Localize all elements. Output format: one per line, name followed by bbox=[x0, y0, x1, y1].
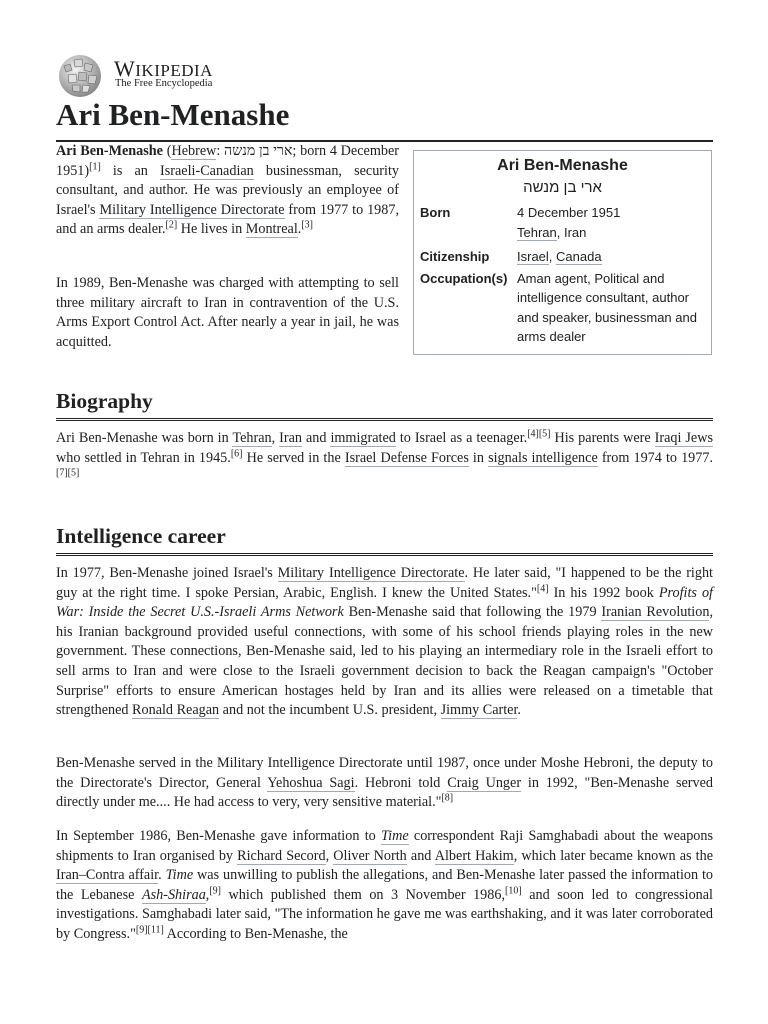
career-paragraph-3: In September 1986, Ben-Menashe gave information to Time correspondent Raji Samghabadi about the weapons shipments to Iran organised by Richard Secord, Oliver North and Albert Hakim, which later became known as the Iran–Contra affair. Time was unwilling to publish the allegations, and Ben-Menashe later passed the information to the Lebanese Ash-Shiraa,[9] which published them on 3 November 1986,[10] and soon led to congressional investigations. Samghabadi later said, "The information he gave me was earthshaking, and it was later corroborated by Congress."[9][11] According to Ben-Menashe, the bbox=[56, 828, 714, 942]
iranian-revolution-link[interactable]: Iranian Revolution bbox=[601, 604, 710, 621]
military-intelligence-directorate-link[interactable]: Military Intelligence Directorate bbox=[277, 565, 465, 581]
time-link[interactable]: Time bbox=[381, 828, 409, 844]
infobox-label: Citizenship bbox=[420, 249, 490, 264]
ref-7-5[interactable]: [7][5] bbox=[56, 467, 80, 479]
section-heading-intelligence-career: Intelligence career bbox=[56, 521, 713, 556]
ref-3[interactable]: [3] bbox=[301, 219, 313, 231]
wikipedia-wordmark[interactable]: WIKIPEDIA bbox=[114, 56, 213, 81]
ref-4-5[interactable]: [4][5] bbox=[527, 428, 551, 440]
ref-1[interactable]: [1] bbox=[89, 160, 101, 172]
canada-link[interactable]: Canada bbox=[556, 249, 602, 264]
infobox-label: Occupation(s) bbox=[420, 270, 508, 286]
craig-unger-link[interactable]: Craig Unger bbox=[447, 774, 522, 791]
tehran-link[interactable]: Tehran bbox=[517, 224, 557, 240]
wikipedia-tagline: The Free Encyclopedia bbox=[115, 78, 213, 89]
israeli-canadian-link[interactable]: Israeli-Canadian bbox=[160, 162, 254, 179]
albert-hakim-link[interactable]: Albert Hakim bbox=[434, 847, 514, 864]
richard-secord-link[interactable]: Richard Secord bbox=[237, 847, 326, 864]
ref-2[interactable]: [2] bbox=[165, 219, 178, 231]
israel-defense-forces-link[interactable]: Israel Defense Forces bbox=[344, 449, 469, 466]
infobox bbox=[413, 150, 712, 355]
jimmy-carter-link[interactable]: Jimmy Carter bbox=[440, 702, 518, 719]
page-title: Ari Ben-Menashe bbox=[56, 94, 713, 142]
infobox-row-born bbox=[414, 202, 711, 243]
ref-4[interactable]: [4] bbox=[536, 582, 549, 594]
signals-intelligence-link[interactable]: signals intelligence bbox=[488, 449, 598, 466]
yehoshua-sagi-link[interactable]: Yehoshua Sagi bbox=[267, 774, 355, 791]
infobox-value: Israel, Canada bbox=[517, 249, 602, 264]
military-intelligence-directorate-link[interactable]: Military Intelligence Directorate bbox=[99, 201, 285, 218]
tehran-link[interactable]: Tehran bbox=[232, 430, 272, 446]
hebrew-link[interactable]: Hebrew bbox=[171, 143, 217, 159]
infobox-value: 4 December 1951 Tehran, Iran bbox=[517, 205, 621, 240]
iran-link[interactable]: Iran bbox=[279, 430, 302, 446]
oliver-north-link[interactable]: Oliver North bbox=[333, 847, 407, 864]
ref-8[interactable]: [8] bbox=[441, 792, 454, 804]
montreal-link[interactable]: Montreal bbox=[245, 221, 298, 238]
ref-10[interactable]: [10] bbox=[505, 885, 522, 897]
ref-6[interactable]: [6] bbox=[230, 447, 243, 459]
iran-contra-affair-link[interactable]: Iran–Contra affair bbox=[56, 867, 159, 884]
ash-shiraa-link[interactable]: Ash-Shiraa bbox=[141, 886, 206, 903]
biography-paragraph: Ari Ben-Menashe was born in Tehran, Iran and immigrated to Israel as a teenager.[4][5] His parents were Iraqi Jews who settled in Tehran in 1945.[6] He served in the Israel Defense Forces in signals intelligence from 1974 to 1977.[7][5] bbox=[56, 428, 713, 479]
site-header[interactable] bbox=[56, 54, 356, 98]
lead-paragraph: Ari Ben-Menashe (Hebrew: ארי בן מנשה; born 4 December 1951)[1] is an Israeli-Canadian businessman, security consultant, and author. He was previously an employee of Israel's Military Intelligence Directorate from 1977 to 1987, and an arms dealer.[2] He lives in Montreal.[3] bbox=[56, 143, 400, 238]
infobox-title: Ari Ben-Menashe bbox=[497, 157, 628, 174]
infobox-row-occupation bbox=[414, 268, 711, 354]
career-paragraph-1: In 1977, Ben-Menashe joined Israel's Military Intelligence Directorate. He later said, "I happened to be the right guy at the right time. I spoke Persian, Arabic, English. I knew the United States."[4] In his 1992 book Profits of War: Inside the Secret U.S.-Israeli Arms Network Ben-Menashe said that following the 1979 Iranian Revolution, his Iranian background provided useful connections, with some of his school friends playing roles in the new government. These connections, Ben-Menashe said, led to his playing an intermediary role in the Israeli effort to sell arms to Iran and were close to the Israeli government decision to back the Reagan campaign's "October Surprise" efforts to ensure American hostages held by Iran and its allies were released on a timetable that strengthened Ronald Reagan and not the incumbent U.S. president, Jimmy Carter. bbox=[56, 565, 713, 719]
wikipedia-globe-icon[interactable] bbox=[56, 54, 104, 98]
infobox-native-name: ארי בן מנשה bbox=[523, 179, 602, 196]
infobox-row-citizenship bbox=[414, 246, 711, 268]
ronald-reagan-link[interactable]: Ronald Reagan bbox=[132, 702, 220, 719]
lead-paragraph-2: In 1989, Ben-Menashe was charged with attempting to sell three military aircraft to Iran in contravention of the U.S. Arms Export Control Act. After nearly a year in jail, he was acquitted. bbox=[56, 275, 399, 350]
ref-9[interactable]: [9] bbox=[209, 885, 222, 897]
career-paragraph-2: Ben-Menashe served in the Military Intelligence Directorate until 1987, once under Moshe Hebroni, the deputy to the Directorate's Director, General Yehoshua Sagi. Hebroni told Craig Unger in 1992, "Ben-Menashe served directly under me.... He had access to very, very sensitive material."[8] bbox=[56, 755, 714, 811]
ref-9-11[interactable]: [9][11] bbox=[135, 924, 164, 936]
section-heading-biography: Biography bbox=[56, 386, 713, 421]
infobox-label: Born bbox=[420, 205, 451, 220]
iraqi-jews-link[interactable]: Iraqi Jews bbox=[654, 430, 713, 446]
infobox-value: Aman agent, Political and intelligence consultant, author and speaker, businessman and arms dealer bbox=[517, 270, 697, 344]
israel-link[interactable]: Israel bbox=[517, 249, 549, 264]
immigrated-link[interactable]: immigrated bbox=[330, 430, 396, 446]
